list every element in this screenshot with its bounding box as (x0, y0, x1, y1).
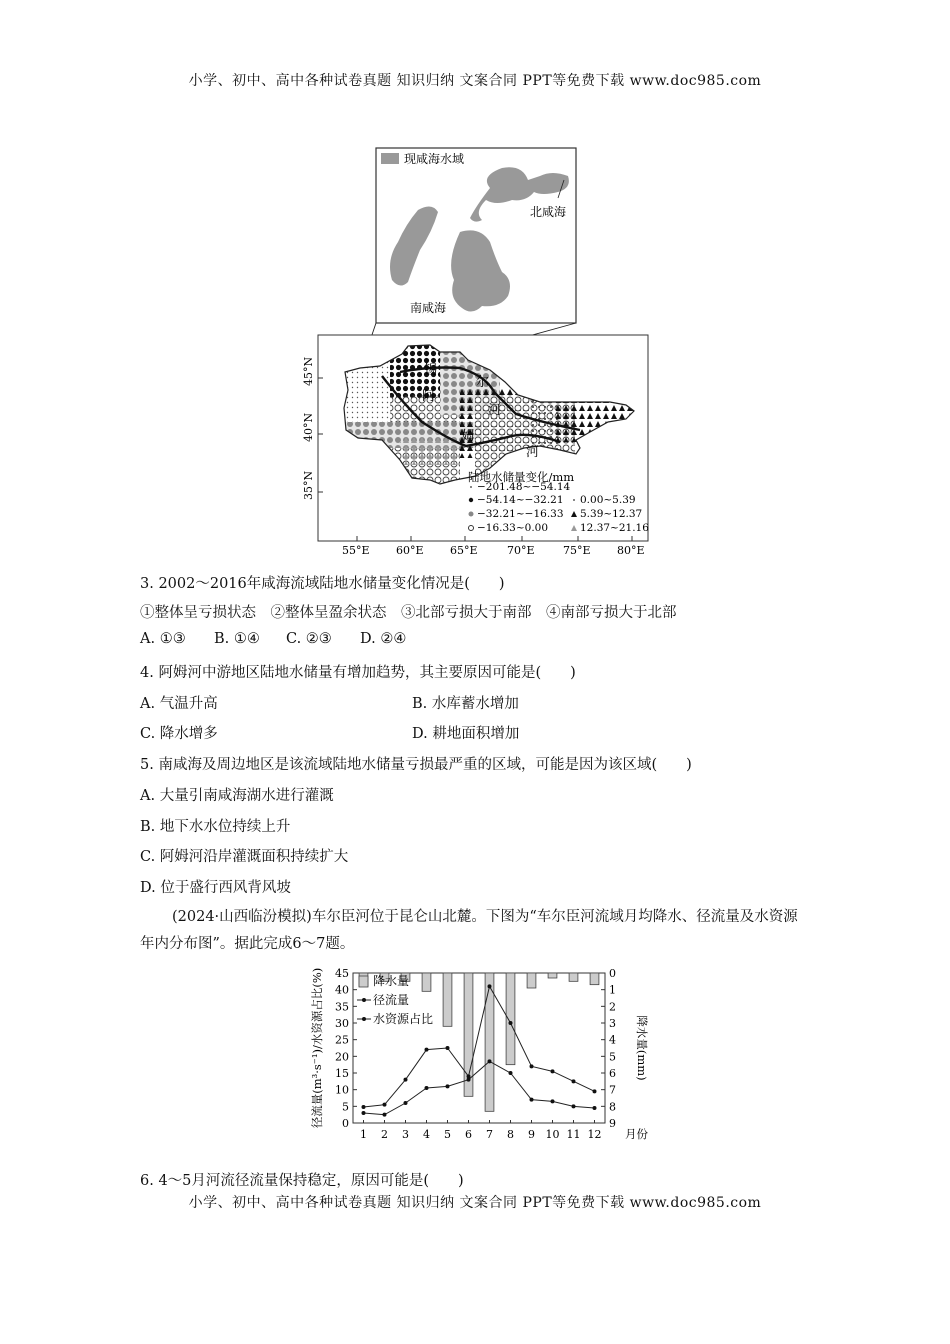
x-tick-label: 5 (444, 1128, 451, 1141)
x-tick-label: 6 (465, 1128, 472, 1141)
lat-35: 35°N (302, 470, 315, 500)
amu-label-3: 河 (526, 445, 540, 460)
left-tick-label: 10 (335, 1083, 349, 1097)
q4-option-b[interactable]: B. 水库蓄水增加 (412, 696, 519, 712)
legend-item-4: −16.33~0.00 (477, 522, 549, 534)
legend-item-3: −32.21~−16.33 (477, 508, 564, 520)
right-tick-label: 9 (609, 1117, 616, 1130)
q5-option-a[interactable]: A. 大量引南咸海湖水进行灌溉 (140, 788, 334, 804)
right-tick-label: 6 (609, 1067, 616, 1080)
legend-label-runoff: 径流量 (373, 993, 410, 1007)
x-tick-label: 4 (423, 1128, 430, 1141)
legend-bar-swatch (359, 976, 368, 987)
inset-legend-swatch (381, 153, 399, 164)
lon-55: 55°E (342, 544, 370, 557)
precip-bar (569, 973, 578, 981)
runoff-point (404, 1078, 408, 1082)
right-tick-label: 7 (609, 1083, 616, 1097)
left-tick-label: 15 (335, 1067, 349, 1080)
x-tick-label: 1 (360, 1128, 367, 1141)
left-tick-label: 35 (335, 1000, 349, 1014)
q5-option-d[interactable]: D. 位于盛行西风背风坡 (140, 880, 291, 896)
water-share-point (362, 1111, 366, 1115)
syr-label-3: 河 (488, 403, 502, 418)
right-axis-title: 降水量(mm) (635, 1015, 649, 1081)
right-tick-label: 8 (609, 1100, 616, 1114)
water-share-point (530, 1098, 534, 1102)
right-tick-label: 4 (609, 1033, 616, 1047)
lon-60: 60°E (396, 544, 424, 557)
q4-option-a[interactable]: A. 气温升高 (140, 696, 218, 712)
right-tick-label: 5 (609, 1050, 616, 1064)
legend-item-6: 5.39~12.37 (580, 508, 643, 520)
q5-option-b[interactable]: B. 地下水水位持续上升 (140, 819, 291, 835)
precip-bar (422, 973, 431, 991)
left-tick-label: 20 (335, 1050, 349, 1064)
inset-map (376, 148, 576, 323)
south-aral-label: 南咸海 (410, 301, 447, 315)
legend-label-precip: 降水量 (373, 974, 410, 988)
x-axis-label: 月份 (625, 1127, 648, 1141)
q4-stem: 4. 阿姆河中游地区陆地水储量有增加趋势，其主要原因可能是( ) (140, 665, 576, 681)
precip-bar (485, 973, 494, 1111)
runoff-point (362, 1105, 366, 1109)
water-share-point (425, 1086, 429, 1090)
runoff-point (446, 1046, 450, 1050)
runoff-point (488, 984, 492, 988)
water-share-point (572, 1104, 576, 1108)
left-tick-label: 40 (335, 983, 349, 997)
legend-label-share: 水资源占比 (373, 1012, 434, 1026)
legend-marker-1 (470, 486, 472, 488)
precip-bar (527, 973, 536, 988)
lon-65: 65°E (450, 544, 478, 557)
lon-75: 75°E (563, 544, 591, 557)
legend-share-dot (362, 1017, 366, 1021)
water-share-point (551, 1099, 555, 1103)
water-share-point (446, 1084, 450, 1088)
x-tick-label: 12 (587, 1128, 602, 1141)
runoff-point (551, 1069, 555, 1073)
legend-marker-5 (573, 499, 575, 501)
right-tick-label: 3 (609, 1017, 616, 1030)
amu-label-1: 阿 (422, 389, 436, 404)
runoff-point (383, 1103, 387, 1107)
right-tick-label: 0 (609, 967, 616, 980)
amu-label-2: 姆 (462, 429, 476, 444)
right-tick-label: 2 (609, 1000, 616, 1014)
q3-option-d[interactable]: D. ②④ (360, 631, 407, 647)
water-share-point (509, 1071, 513, 1075)
precip-bar (548, 973, 557, 978)
water-share-point (404, 1101, 408, 1105)
legend-marker-2 (469, 498, 473, 502)
runoff-point (530, 1064, 534, 1068)
left-tick-label: 30 (335, 1017, 349, 1030)
x-tick-label: 7 (486, 1128, 493, 1141)
legend-item-1: −201.48~−54.14 (477, 481, 571, 493)
legend-item-2: −54.14~−32.21 (477, 494, 564, 506)
page-footer: 小学、初中、高中各种试卷真题 知识归纳 文案合同 PPT等免费下载 www.doc985.com (188, 1195, 762, 1211)
legend-item-5: 0.00~5.39 (580, 494, 636, 506)
water-share-point (467, 1078, 471, 1082)
left-tick-label: 45 (335, 967, 349, 980)
right-tick-label: 1 (609, 983, 616, 997)
q4-option-d[interactable]: D. 耕地面积增加 (412, 726, 520, 742)
x-tick-label: 8 (507, 1128, 514, 1141)
runoff-point (509, 1021, 513, 1025)
q3-option-c[interactable]: C. ②③ (286, 631, 332, 647)
aral-basin-map (290, 140, 670, 560)
precip-bar (443, 973, 452, 1026)
water-share-point (383, 1113, 387, 1117)
runoff-point (425, 1048, 429, 1052)
x-tick-label: 2 (381, 1128, 388, 1141)
x-tick-label: 10 (545, 1128, 560, 1141)
inset-legend-label: 现咸海水域 (404, 152, 465, 166)
q3-option-a[interactable]: A. ①③ (140, 631, 186, 647)
runoff-point (593, 1089, 597, 1093)
lon-80: 80°E (617, 544, 645, 557)
legend-runoff-dot (362, 998, 366, 1002)
left-tick-label: 0 (342, 1117, 349, 1130)
precip-bar (590, 973, 599, 985)
page-header: 小学、初中、高中各种试卷真题 知识归纳 文案合同 PPT等免费下载 www.doc985.com (188, 73, 762, 89)
water-share-point (488, 1059, 492, 1063)
left-tick-label: 25 (335, 1033, 349, 1047)
q4-option-c[interactable]: C. 降水增多 (140, 726, 218, 742)
x-tick-label: 11 (566, 1128, 581, 1141)
q3-option-b[interactable]: B. ①④ (214, 631, 260, 647)
precip-bar (506, 973, 515, 1065)
cherchen-river-chart (308, 963, 653, 1155)
water-share-point (593, 1106, 597, 1110)
x-tick-label: 9 (528, 1128, 535, 1141)
intro-paragraph: (2024·山西临汾模拟)车尔臣河位于昆仑山北麓。下图为“车尔臣河流域月均降水、径流量及水资源年内分布图”。据此完成6～7题。 (140, 909, 798, 952)
syr-label-2: 尔 (476, 375, 490, 390)
syr-label-1: 锡 (424, 363, 438, 378)
legend-title: 陆地水储量变化/mm (468, 470, 575, 484)
q3-stem: 3. 2002～2016年咸海流域陆地水储量变化情况是( ) (140, 576, 505, 592)
left-tick-label: 5 (342, 1100, 349, 1114)
legend-item-7: 12.37~21.16 (580, 522, 649, 534)
lat-40: 40°N (302, 412, 315, 442)
q3-items: ①整体呈亏损状态 ②整体呈盈余状态 ③北部亏损大于南部 ④南部亏损大于北部 (140, 605, 677, 621)
q6-stem: 6. 4～5月河流径流量保持稳定，原因可能是( ) (140, 1173, 464, 1189)
legend-marker-4 (469, 526, 474, 531)
north-aral-label: 北咸海 (530, 205, 567, 219)
q5-option-c[interactable]: C. 阿姆河沿岸灌溉面积持续扩大 (140, 849, 349, 865)
runoff-point (572, 1079, 576, 1083)
legend-marker-3 (469, 512, 474, 517)
lat-45: 45°N (302, 356, 315, 386)
q5-stem: 5. 南咸海及周边地区是该流域陆地水储量亏损最严重的区域，可能是因为该区域( ) (140, 757, 692, 773)
x-tick-label: 3 (402, 1128, 409, 1141)
left-axis-title: 径流量(m³·s⁻¹)/水资源占比(%) (310, 967, 324, 1129)
lon-70: 70°E (507, 544, 535, 557)
